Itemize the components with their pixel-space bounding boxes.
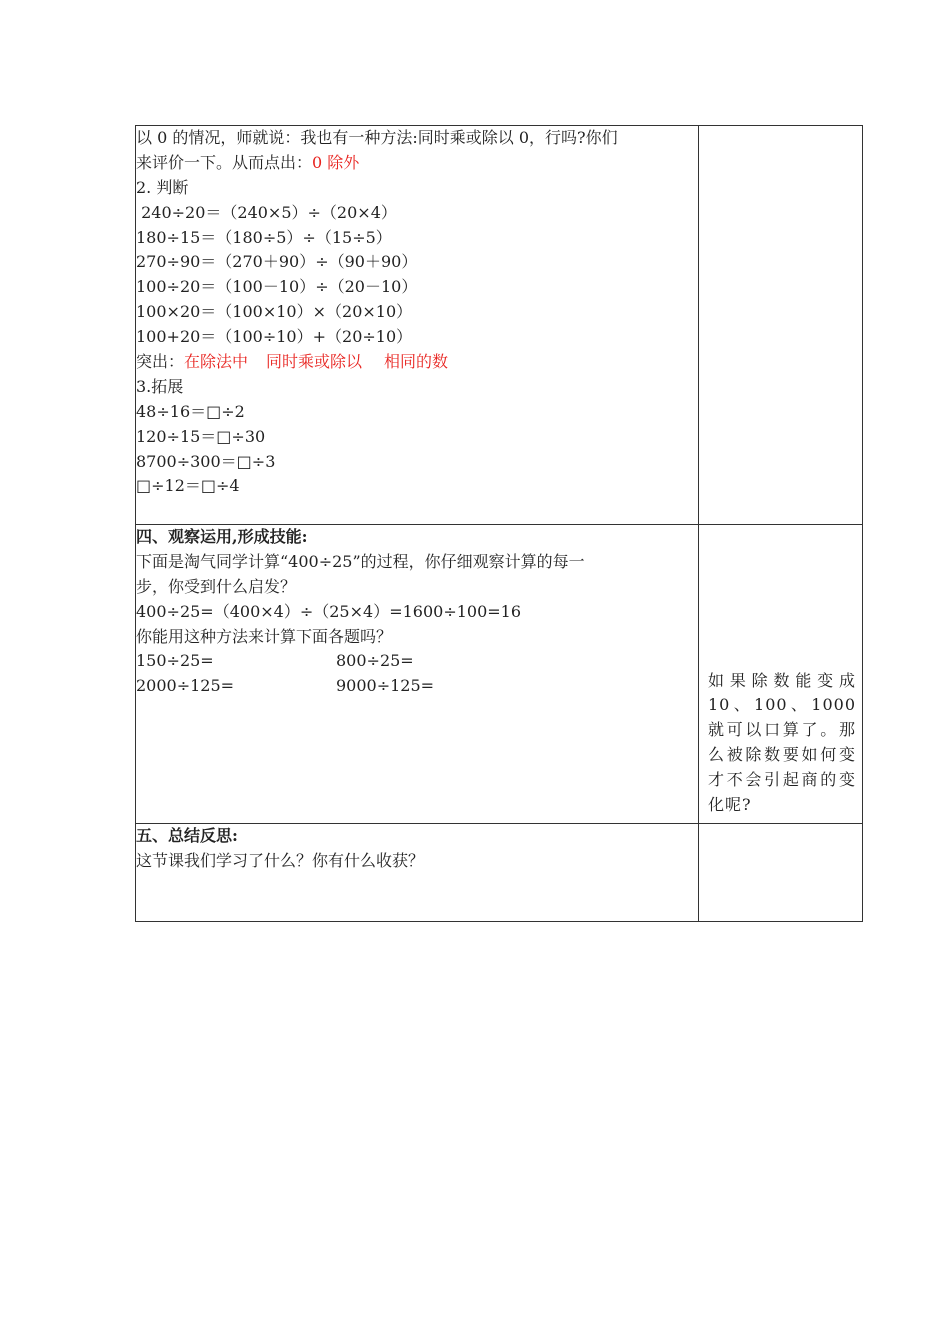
highlight-phrase: 相同的数 — [384, 352, 449, 372]
section5-content-cell — [136, 824, 699, 922]
judge-title: 2. 判断 — [136, 177, 189, 197]
zero-case-text: 以 0 的情况，师就说：我也有一种方法:同时乘或除以 0，行吗?你们 — [136, 128, 618, 147]
extend-item: 120÷15＝□÷30 — [136, 426, 266, 446]
summary-question: 这节课我们学习了什么？你有什么收获？ — [136, 850, 425, 870]
exercise-item: 150÷25= — [136, 651, 214, 671]
lesson-plan-table — [135, 125, 863, 922]
section4-intro: 步，你受到什么启发？ — [136, 576, 297, 596]
judge-item: 270÷90＝（270＋90）÷（90＋90） — [136, 252, 418, 272]
exercise-item: 2000÷125= — [136, 676, 235, 696]
extend-title: 3.拓展 — [136, 376, 184, 396]
exercise-row — [136, 649, 698, 674]
teaching-note: 如果除数能变成 10、100、1000 就可以口算了。那么被除数要如何变才不会引起商的变化呢? — [708, 670, 856, 815]
point-out-label: 来评价一下。从而点出： — [136, 152, 313, 172]
extend-item: □÷12＝□÷4 — [136, 476, 240, 496]
zero-exception-highlight: 0 除外 — [312, 152, 360, 172]
section4-intro: 下面是淘气同学计算“400÷25”的过程，你仔细观察计算的每一 — [136, 551, 585, 571]
section5-title: 五、总结反思: — [136, 826, 238, 845]
highlight-label: 突出： — [136, 352, 185, 372]
extend-item: 48÷16＝□÷2 — [136, 401, 245, 421]
section4-note-cell — [699, 525, 863, 824]
extend-item: 8700÷300＝□÷3 — [136, 451, 276, 471]
zero-exception-line — [136, 151, 698, 176]
section3-note-cell — [699, 126, 863, 525]
exercise-item: 800÷25= — [336, 651, 414, 671]
section4-content-cell — [136, 525, 699, 824]
row-section4 — [136, 525, 863, 824]
judge-item: 180÷15＝（180÷5）÷（15÷5） — [136, 227, 392, 247]
exercise-item: 9000÷125= — [336, 676, 435, 696]
judge-item: 100÷20＝（100－10）÷（20－10） — [136, 277, 418, 297]
exercise-question: 你能用这种方法来计算下面各题吗？ — [136, 626, 393, 646]
exercise-row — [136, 674, 698, 699]
judge-item: 100×20＝（100×10）×（20×10） — [136, 302, 413, 322]
section3-content-cell — [136, 126, 699, 525]
section4-title: 四、观察运用,形成技能: — [136, 527, 308, 546]
judge-item: 100+20＝（100÷10）+（20÷10） — [136, 327, 413, 347]
highlight-line — [136, 350, 698, 375]
section5-note-cell — [699, 824, 863, 922]
highlight-phrase: 同时乘或除以 — [266, 352, 363, 372]
row-section5 — [136, 824, 863, 922]
row-section3 — [136, 126, 863, 525]
judge-item: 240÷20＝（240×5）÷（20×4） — [136, 202, 397, 222]
worked-example: 400÷25=（400×4）÷（25×4）=1600÷100=16 — [136, 601, 522, 621]
highlight-phrase: 在除法中 — [184, 352, 249, 372]
